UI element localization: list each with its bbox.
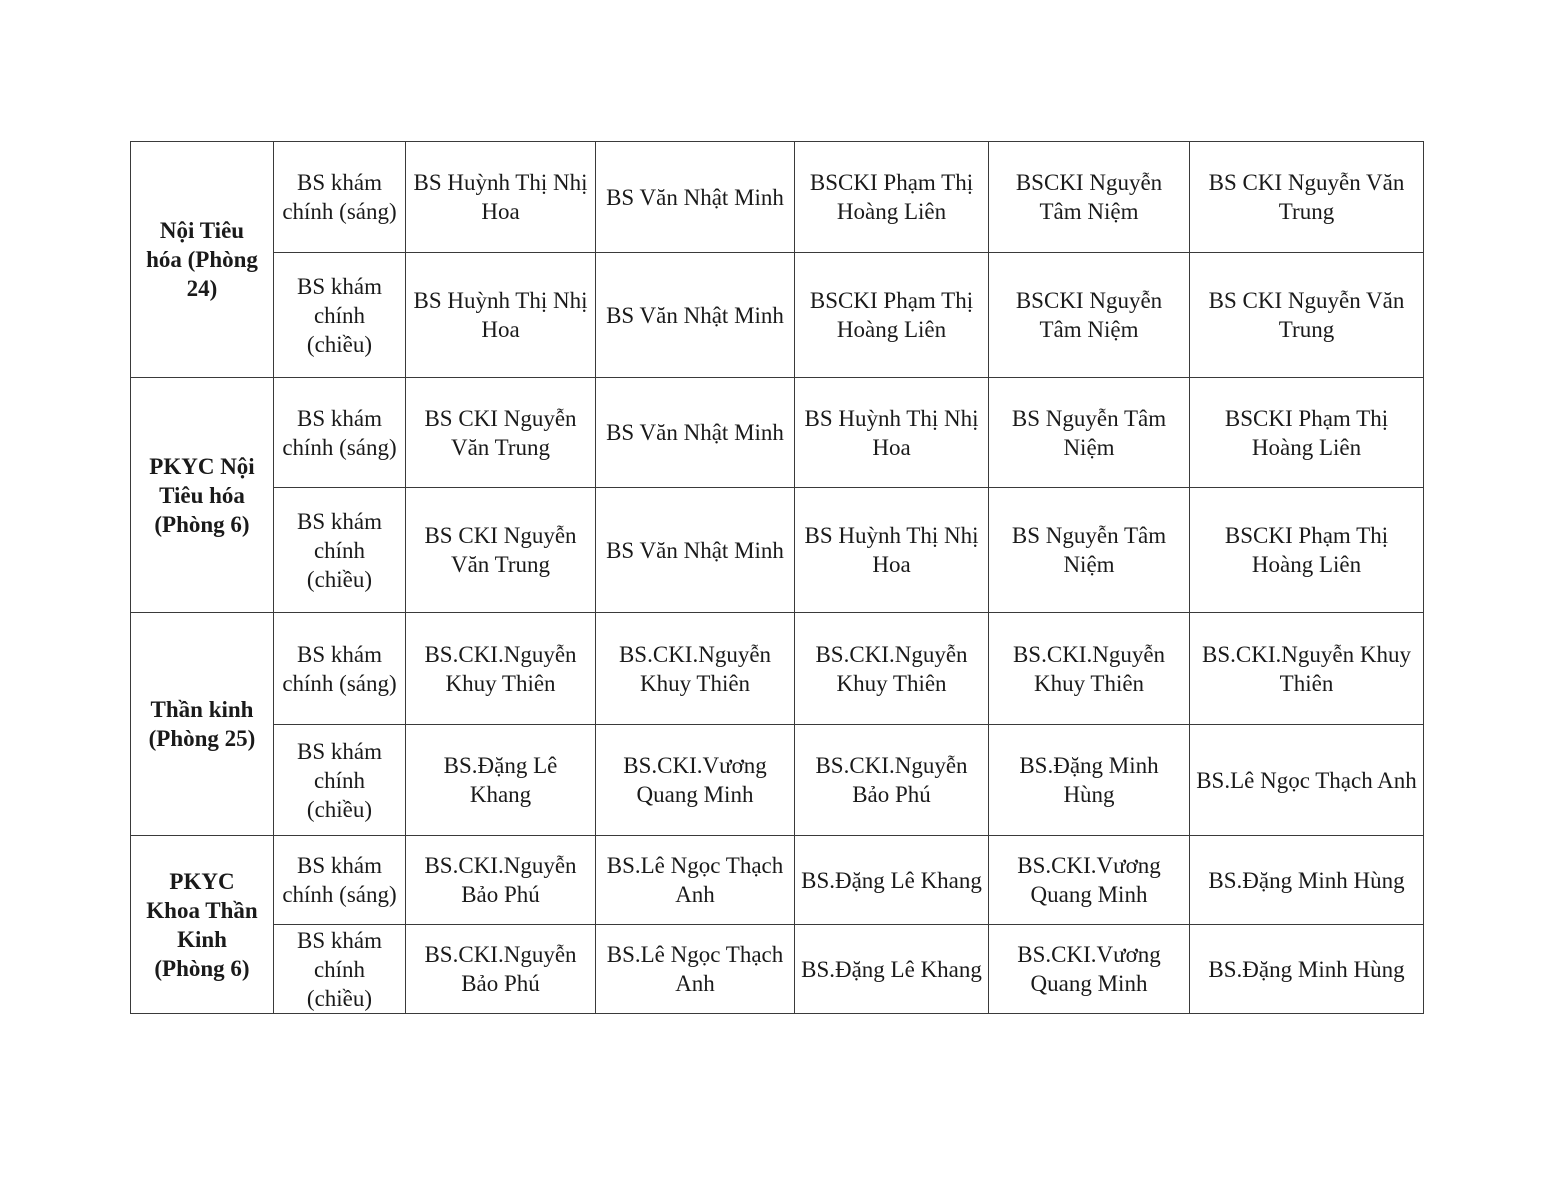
doctor-cell [795,142,989,253]
doctor-cell [795,253,989,378]
table-row [131,253,1424,378]
doctor-cell [989,488,1190,613]
doctor-name: BS Văn Nhật Minh [606,420,784,445]
doctor-cell [1190,378,1424,488]
doctor-name: BS.Đặng Minh Hùng [1208,867,1405,893]
doctor-name: BS Huỳnh Thị Nhị Hoa [804,405,979,460]
doctor-cell [795,613,989,725]
department-cell [131,613,274,836]
doctor-cell [1190,488,1424,613]
doctor-cell [596,836,795,925]
doctor-cell [795,925,989,1014]
doctor-name: BS CKI Nguyễn Văn Trung [1208,288,1405,342]
doctor-name: BS.Đặng Minh Hùng [1208,956,1405,982]
doctor-cell [596,378,795,488]
department-label: PKYC Khoa Thần Kinh (Phòng 6) [146,868,258,981]
doctor-name: BS.Đặng Minh Hùng [1019,753,1159,807]
doctor-schedule-table [130,141,1424,1014]
shift-label: BS khám chính (sáng) [282,853,397,907]
shift-label: BS khám chính (sáng) [282,405,397,460]
shift-label: BS khám chính (chiều) [297,927,382,1011]
doctor-name: BS Nguyễn Tâm Niệm [1011,523,1167,577]
doctor-name: BS Huỳnh Thị Nhị Hoa [413,288,588,342]
doctor-cell [1190,613,1424,725]
doctor-name: BS.CKI.Nguyễn Bảo Phú [424,942,577,996]
shift-label: BS khám chính (sáng) [282,641,397,696]
doctor-name: BS.CKI.Nguyễn Khuy Thiên [424,641,577,696]
department-cell [131,142,274,378]
shift-cell [274,378,406,488]
department-label: Thần kinh (Phòng 25) [148,697,256,751]
department-cell [131,378,274,613]
department-label: PKYC Nội Tiêu hóa (Phòng 6) [149,453,255,537]
doctor-cell [406,142,596,253]
doctor-name: BSCKI Phạm Thị Hoàng Liên [1224,405,1389,460]
shift-cell [274,253,406,378]
doctor-name: BS.CKI.Nguyễn Bảo Phú [815,753,968,807]
doctor-name: BS.CKI.Vương Quang Minh [1017,853,1161,907]
doctor-name: BS Huỳnh Thị Nhị Hoa [804,523,979,577]
department-label: Nội Tiêu hóa (Phòng 24) [146,218,258,301]
doctor-cell [406,378,596,488]
doctor-name: BS.Đặng Lê Khang [443,753,558,807]
doctor-cell [1190,725,1424,836]
doctor-cell [406,488,596,613]
doctor-name: BS.CKI.Vương Quang Minh [1017,942,1161,996]
table-row [131,378,1424,488]
doctor-cell [406,253,596,378]
shift-cell [274,836,406,925]
doctor-cell [596,725,795,836]
doctor-name: BS.CKI.Nguyễn Khuy Thiên [618,641,772,696]
table-row [131,925,1424,1014]
doctor-cell [989,725,1190,836]
doctor-name: BS.Lê Ngọc Thạch Anh [1196,767,1417,793]
doctor-cell [596,142,795,253]
doctor-cell [1190,925,1424,1014]
doctor-name: BS.CKI.Nguyễn Khuy Thiên [815,641,968,696]
doctor-name: BS CKI Nguyễn Văn Trung [424,523,577,577]
doctor-cell [989,613,1190,725]
shift-label: BS khám chính (chiều) [297,508,382,592]
shift-cell [274,925,406,1014]
shift-cell [274,725,406,836]
doctor-name: BSCKI Nguyễn Tâm Niệm [1015,170,1163,224]
doctor-cell [989,378,1190,488]
doctor-cell [989,253,1190,378]
doctor-name: BS Văn Nhật Minh [606,184,784,210]
doctor-name: BS Huỳnh Thị Nhị Hoa [413,170,588,224]
doctor-cell [596,488,795,613]
doctor-name: BS.CKI.Nguyễn Khuy Thiên [1012,641,1166,696]
doctor-name: BS.Lê Ngọc Thạch Anh [606,853,784,907]
doctor-name: BSCKI Phạm Thị Hoàng Liên [809,288,974,342]
doctor-cell [795,836,989,925]
doctor-name: BS.CKI.Vương Quang Minh [623,753,767,807]
doctor-cell [1190,253,1424,378]
doctor-cell [406,613,596,725]
doctor-name: BSCKI Phạm Thị Hoàng Liên [1224,523,1389,577]
table-row [131,836,1424,925]
department-cell [131,836,274,1014]
doctor-cell [596,253,795,378]
doctor-name: BS.Đặng Lê Khang [801,867,982,893]
doctor-cell [596,613,795,725]
doctor-name: BS Nguyễn Tâm Niệm [1011,405,1167,460]
doctor-cell [795,725,989,836]
doctor-cell [1190,836,1424,925]
doctor-cell [1190,142,1424,253]
table-row [131,488,1424,613]
shift-cell [274,613,406,725]
doctor-name: BS Văn Nhật Minh [606,302,784,328]
doctor-cell [795,488,989,613]
doctor-name: BS.Đặng Lê Khang [801,956,982,982]
doctor-name: BS.CKI.Nguyễn Khuy Thiên [1202,641,1411,696]
doctor-name: BS.CKI.Nguyễn Bảo Phú [424,853,577,907]
doctor-name: BS CKI Nguyễn Văn Trung [424,405,577,460]
doctor-cell [406,836,596,925]
shift-label: BS khám chính (chiều) [297,273,382,357]
doctor-cell [596,925,795,1014]
doctor-cell [406,725,596,836]
table-row [131,725,1424,836]
shift-cell [274,488,406,613]
shift-label: BS khám chính (chiều) [297,738,382,822]
table-row [131,613,1424,725]
table-row [131,142,1424,253]
doctor-name: BSCKI Phạm Thị Hoàng Liên [809,170,974,224]
doctor-name: BS CKI Nguyễn Văn Trung [1208,170,1405,224]
doctor-name: BS.Lê Ngọc Thạch Anh [606,942,784,996]
doctor-cell [406,925,596,1014]
doctor-name: BS Văn Nhật Minh [606,537,784,563]
shift-cell [274,142,406,253]
doctor-cell [989,142,1190,253]
doctor-cell [989,925,1190,1014]
doctor-cell [795,378,989,488]
shift-label: BS khám chính (sáng) [282,170,397,224]
doctor-cell [989,836,1190,925]
doctor-name: BSCKI Nguyễn Tâm Niệm [1015,288,1163,342]
